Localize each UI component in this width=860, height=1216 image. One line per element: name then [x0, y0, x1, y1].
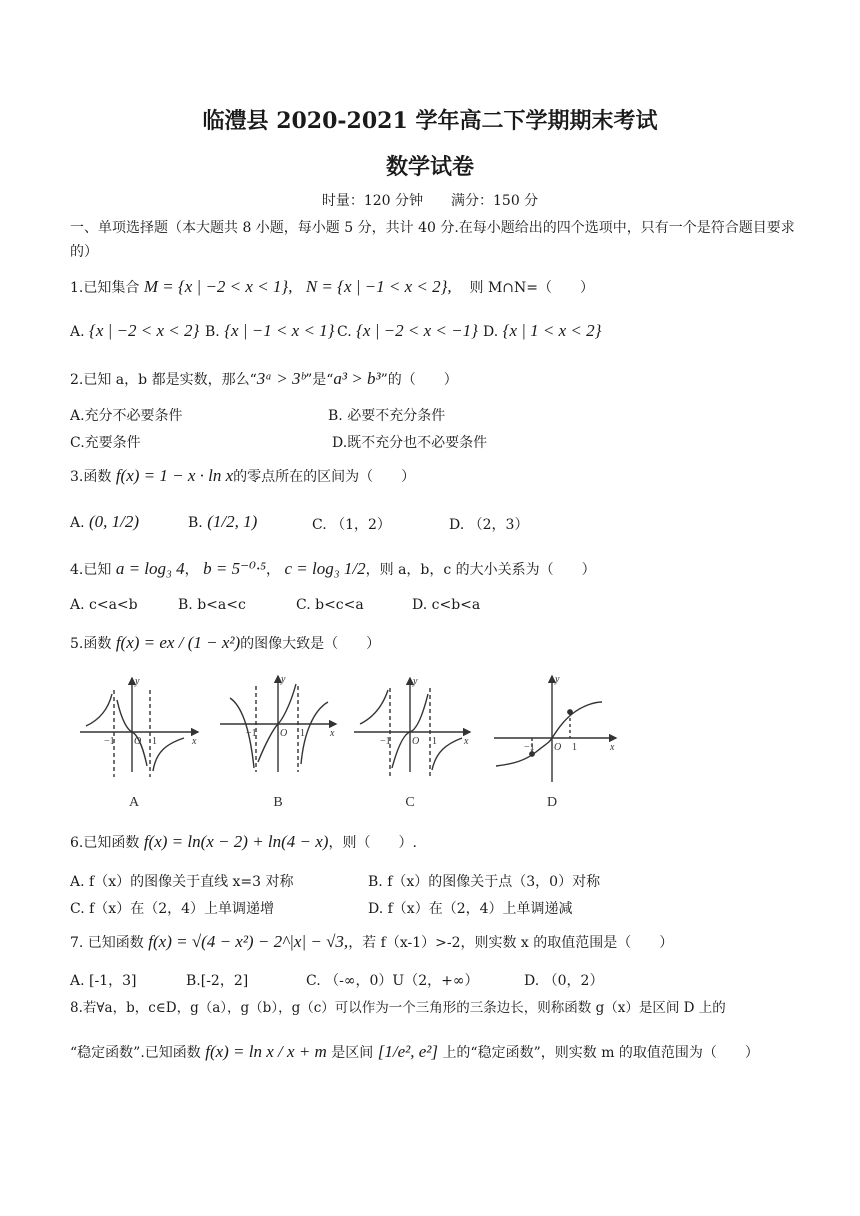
svg-text:y: y — [555, 674, 560, 685]
exam-meta: 时量：120 分钟 满分：150 分 — [321, 193, 539, 209]
svg-text:y: y — [135, 676, 140, 687]
option-letter: B. — [205, 324, 220, 340]
question-8-line-2 — [70, 1042, 759, 1062]
q4-b-definition: b = 5⁻⁰·⁵ — [203, 559, 267, 578]
svg-text:1: 1 — [432, 736, 437, 747]
svg-text:1: 1 — [152, 736, 157, 747]
exam-subtitle: 数学试卷 — [385, 154, 474, 180]
q4-option-b: B. b<a<c — [178, 597, 246, 613]
svg-text:x: x — [192, 736, 197, 747]
q4-a-definition: a = log₃ 4 — [115, 559, 185, 578]
q4-c-definition: c = log₃ 1/2 — [284, 559, 366, 578]
question-5-stem — [70, 633, 380, 653]
q1-option-a — [70, 321, 199, 341]
q2-option-c: C.充要条件 — [70, 435, 141, 451]
q8-stem-text-2: 是区间 — [331, 1045, 374, 1061]
q6-option-c: C. f（x）在（2，4）上单调递增 — [70, 901, 275, 917]
svg-text:x: x — [330, 728, 335, 739]
option-math: {x | −2 < x < −1} — [356, 321, 478, 340]
q6-function: f(x) = ln(x − 2) + ln(4 − x) — [143, 832, 329, 851]
svg-text:−1: −1 — [246, 728, 257, 739]
svg-text:O: O — [554, 742, 562, 753]
svg-text:y: y — [281, 674, 286, 685]
question-4-stem: 4.已知 a = log₃ 4， b = 5⁻⁰·⁵， c = log₃ 1/2，则 a，b，c 的大小关系为（ ） — [70, 559, 596, 578]
q6-option-a: A. f（x）的图像关于直线 x=3 对称 — [70, 874, 294, 890]
q5-stem-text: 5.函数 — [70, 636, 112, 652]
graph-b — [220, 676, 336, 772]
q2-stem-text: 2.已知 a，b 都是实数，那么“ — [70, 372, 257, 388]
question-6-stem — [70, 832, 417, 852]
graph-label-d: D — [546, 795, 558, 810]
option-letter: A. — [70, 515, 85, 531]
question-2-stem — [70, 369, 458, 389]
q4-option-a: A. c<a<b — [70, 597, 138, 613]
q2-option-d: D.既不充分也不必要条件 — [332, 435, 488, 451]
q2-option-b: B. 必要不充分条件 — [328, 408, 446, 424]
q6-option-d: D. f（x）在（2，4）上单调递减 — [368, 901, 573, 917]
q3-option-a — [70, 512, 139, 532]
q6-stem-text: 6.已知函数 — [70, 835, 140, 851]
q6-stem-text-2: ，则（ ）. — [328, 835, 417, 851]
q3-stem-text: 3.函数 — [70, 469, 112, 485]
q4-option-d: D. c<b<a — [412, 597, 481, 613]
svg-text:y: y — [413, 676, 418, 687]
graph-label-c: C — [405, 795, 415, 810]
q1-set-n: N = {x | −1 < x < 2}, — [305, 277, 452, 296]
q8-interval: [1/e², e²] — [377, 1042, 438, 1061]
q1-stem-text: 1.已知集合 — [70, 280, 140, 296]
option-math: (0, 1/2) — [89, 512, 140, 531]
svg-text:O: O — [412, 736, 420, 747]
q1-option-c — [337, 321, 478, 341]
section-heading: 一、单项选择题（本大题共 8 小题，每小题 5 分，共计 40 分.在每小题给出的四个选项中，只有一个是符合题目要求的） — [70, 220, 795, 260]
q2-stem-text-2: ”的（ ） — [380, 372, 458, 388]
question-7-stem — [70, 932, 673, 952]
q3-stem-text-2: 的零点所在的区间为（ ） — [233, 469, 416, 485]
q3-option-d: D. （2，3） — [449, 517, 529, 533]
svg-text:−1: −1 — [104, 736, 115, 747]
graph-a — [80, 678, 198, 777]
q3-option-b — [188, 512, 257, 532]
graph-label-a: A — [128, 795, 140, 810]
graph-d — [494, 676, 616, 782]
q7-stem-text-2: ，若 f（x-1）>-2，则实数 x 的取值范围是（ ） — [348, 935, 674, 951]
graph-label-b: B — [273, 795, 283, 810]
svg-text:−1: −1 — [380, 736, 391, 747]
graph-c — [354, 678, 470, 777]
option-letter: D. — [483, 324, 499, 340]
option-math: {x | 1 < x < 2} — [502, 321, 602, 340]
q8-function: f(x) = ln x / x + m — [205, 1042, 327, 1061]
q6-option-b: B. f（x）的图像关于点（3，0）对称 — [368, 874, 601, 890]
svg-text:1: 1 — [300, 728, 305, 739]
option-math: (1/2, 1) — [207, 512, 258, 531]
q3-function: f(x) = 1 − x · ln x — [115, 466, 234, 485]
q5-function: f(x) = ex / (1 − x²) — [115, 633, 241, 652]
option-letter: B. — [188, 515, 203, 531]
q1-option-b — [205, 321, 334, 341]
q8-stem-text-3: 上的“稳定函数”，则实数 m 的取值范围为（ ） — [442, 1045, 759, 1061]
q7-option-a: A. [-1，3] — [70, 973, 137, 989]
q7-option-c: C. （-∞，0）U（2，+∞） — [306, 973, 479, 989]
q5-graphs — [74, 672, 694, 817]
q2-stem-mid: ”是“ — [305, 372, 334, 388]
svg-text:x: x — [610, 742, 615, 753]
svg-text:−1: −1 — [524, 742, 535, 753]
q4-stem-text: 4.已知 — [70, 562, 112, 578]
q7-stem-text: 7. 已知函数 — [70, 935, 144, 951]
question-8-line-1: 8.若∀a，b，c∈D，g（a），g（b），g（c）可以作为一个三角形的三条边长，则称函数 g（x）是区间 D 上的 — [70, 1000, 726, 1016]
option-letter: C. — [337, 324, 352, 340]
question-3-stem — [70, 466, 415, 486]
q5-stem-text-2: 的图像大致是（ ） — [240, 636, 381, 652]
q1-stem-text-2: 则 M∩N=（ ） — [469, 280, 594, 296]
option-letter: A. — [70, 324, 85, 340]
q7-option-d: D. （0，2） — [524, 973, 604, 989]
option-math: {x | −1 < x < 1} — [224, 321, 335, 340]
q2-option-a: A.充分不必要条件 — [70, 408, 183, 424]
q4-stem-text-2: ，则 a，b，c 的大小关系为（ ） — [365, 562, 596, 578]
question-1-stem — [70, 277, 594, 297]
exam-title: 临澧县 2020-2021 学年高二下学期期末考试 — [202, 108, 658, 134]
svg-text:x: x — [464, 736, 469, 747]
svg-text:1: 1 — [572, 742, 577, 753]
q1-set-m: M = {x | −2 < x < 1}, — [143, 277, 293, 296]
q7-option-b: B.[-2，2] — [186, 973, 249, 989]
q2-condition-2: a³ > b³ — [333, 369, 381, 388]
q1-option-d — [483, 321, 601, 341]
q8-stem-text: “稳定函数”.已知函数 — [70, 1045, 201, 1061]
q3-option-c: C. （1，2） — [312, 517, 391, 533]
q7-function: f(x) = √(4 − x²) − 2^|x| − √3, — [148, 932, 349, 951]
q4-option-c: C. b<c<a — [296, 597, 364, 613]
svg-text:O: O — [280, 728, 288, 739]
svg-text:O: O — [134, 736, 142, 747]
option-math: {x | −2 < x < 2} — [89, 321, 200, 340]
q2-condition-1: 3ᵃ > 3ᵇ — [256, 369, 306, 388]
